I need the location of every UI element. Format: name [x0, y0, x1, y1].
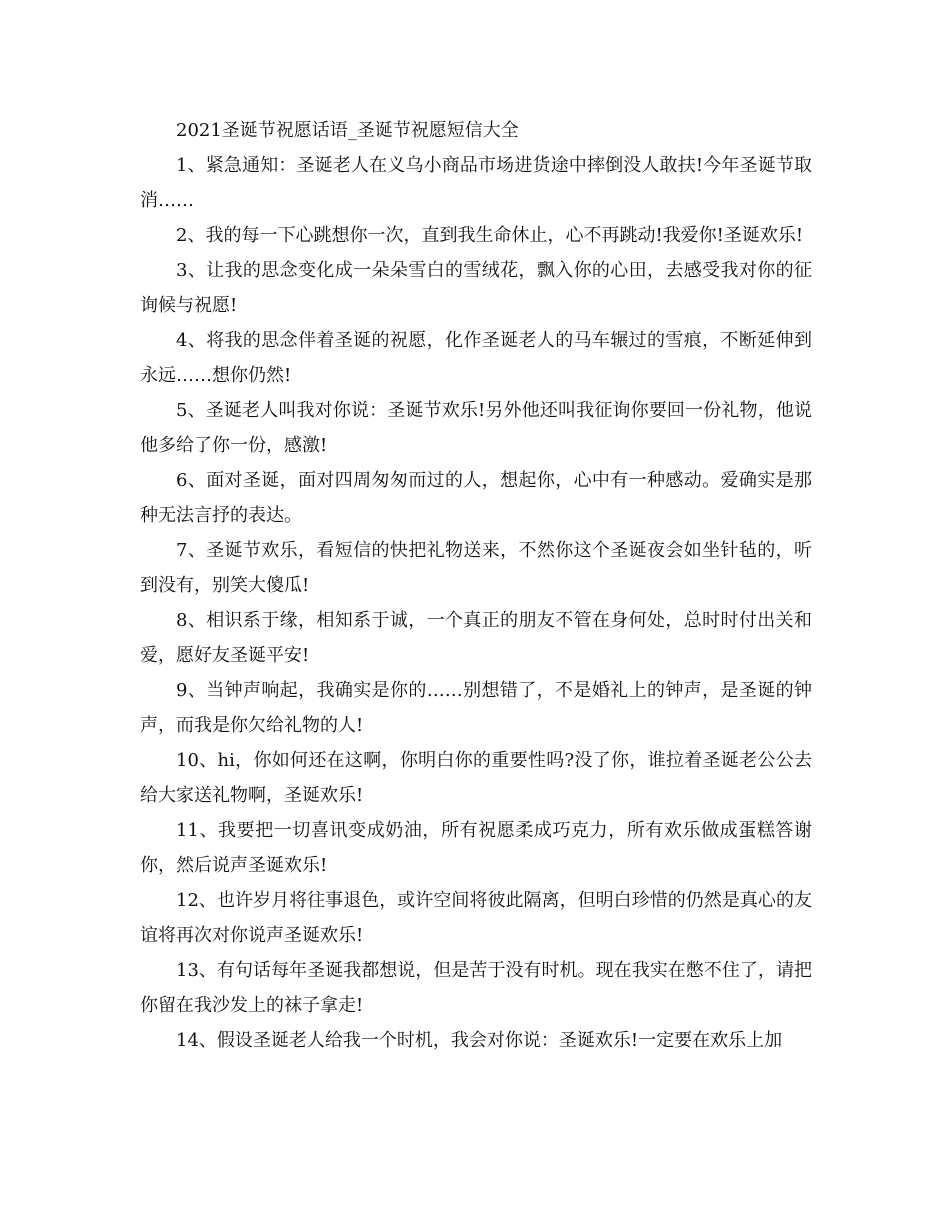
wish-paragraph-10: 10、hi，你如何还在这啊，你明白你的重要性吗?没了你，谁拉着圣诞老公公去给大家送礼物啊，圣诞欢乐! — [140, 750, 812, 806]
wish-paragraph-4: 4、将我的思念伴着圣诞的祝愿，化作圣诞老人的马车辗过的雪痕，不断延伸到永远……想你仍然! — [140, 330, 812, 386]
wish-paragraph-14: 14、假设圣诞老人给我一个时机，我会对你说：圣诞欢乐!一定要在欢乐上加 — [176, 1030, 783, 1051]
wish-paragraph-13: 13、有句话每年圣诞我都想说，但是苦于没有时机。现在我实在憋不住了，请把你留在我沙发上的袜子拿走! — [140, 960, 812, 1016]
wish-paragraph-9: 9、当钟声响起，我确实是你的……别想错了，不是婚礼上的钟声，是圣诞的钟声，而我是你欠给礼物的人! — [140, 680, 812, 736]
wish-paragraph-11: 11、我要把一切喜讯变成奶油，所有祝愿柔成巧克力，所有欢乐做成蛋糕答谢你，然后说声圣诞欢乐! — [140, 820, 812, 876]
wish-paragraph-3: 3、让我的思念变化成一朵朵雪白的雪绒花，飘入你的心田，去感受我对你的征询候与祝愿! — [140, 260, 812, 316]
wish-paragraph-7: 7、圣诞节欢乐，看短信的快把礼物送来，不然你这个圣诞夜会如坐针毡的，听到没有，别笑大傻瓜! — [140, 540, 812, 596]
wish-paragraph-6: 6、面对圣诞，面对四周匆匆而过的人，想起你，心中有一种感动。爱确实是那种无法言抒的表达。 — [140, 470, 812, 526]
wish-paragraph-2: 2、我的每一下心跳想你一次，直到我生命休止，心不再跳动!我爱你!圣诞欢乐! — [176, 225, 804, 246]
wish-paragraph-8: 8、相识系于缘，相知系于诚，一个真正的朋友不管在身何处，总时时付出关和爱，愿好友圣诞平安! — [140, 610, 812, 666]
document-title: 2021圣诞节祝愿话语_圣诞节祝愿短信大全 — [176, 120, 519, 141]
wish-paragraph-5: 5、圣诞老人叫我对你说：圣诞节欢乐!另外他还叫我征询你要回一份礼物，他说他多给了你一份，感激! — [140, 400, 812, 456]
wish-paragraph-12: 12、也许岁月将往事退色，或许空间将彼此隔离，但明白珍惜的仍然是真心的友谊将再次对你说声圣诞欢乐! — [140, 890, 812, 946]
document-body — [140, 113, 812, 1058]
wish-paragraph-1: 1、紧急通知：圣诞老人在义乌小商品市场进货途中摔倒没人敢扶!今年圣诞节取消…… — [140, 155, 812, 211]
